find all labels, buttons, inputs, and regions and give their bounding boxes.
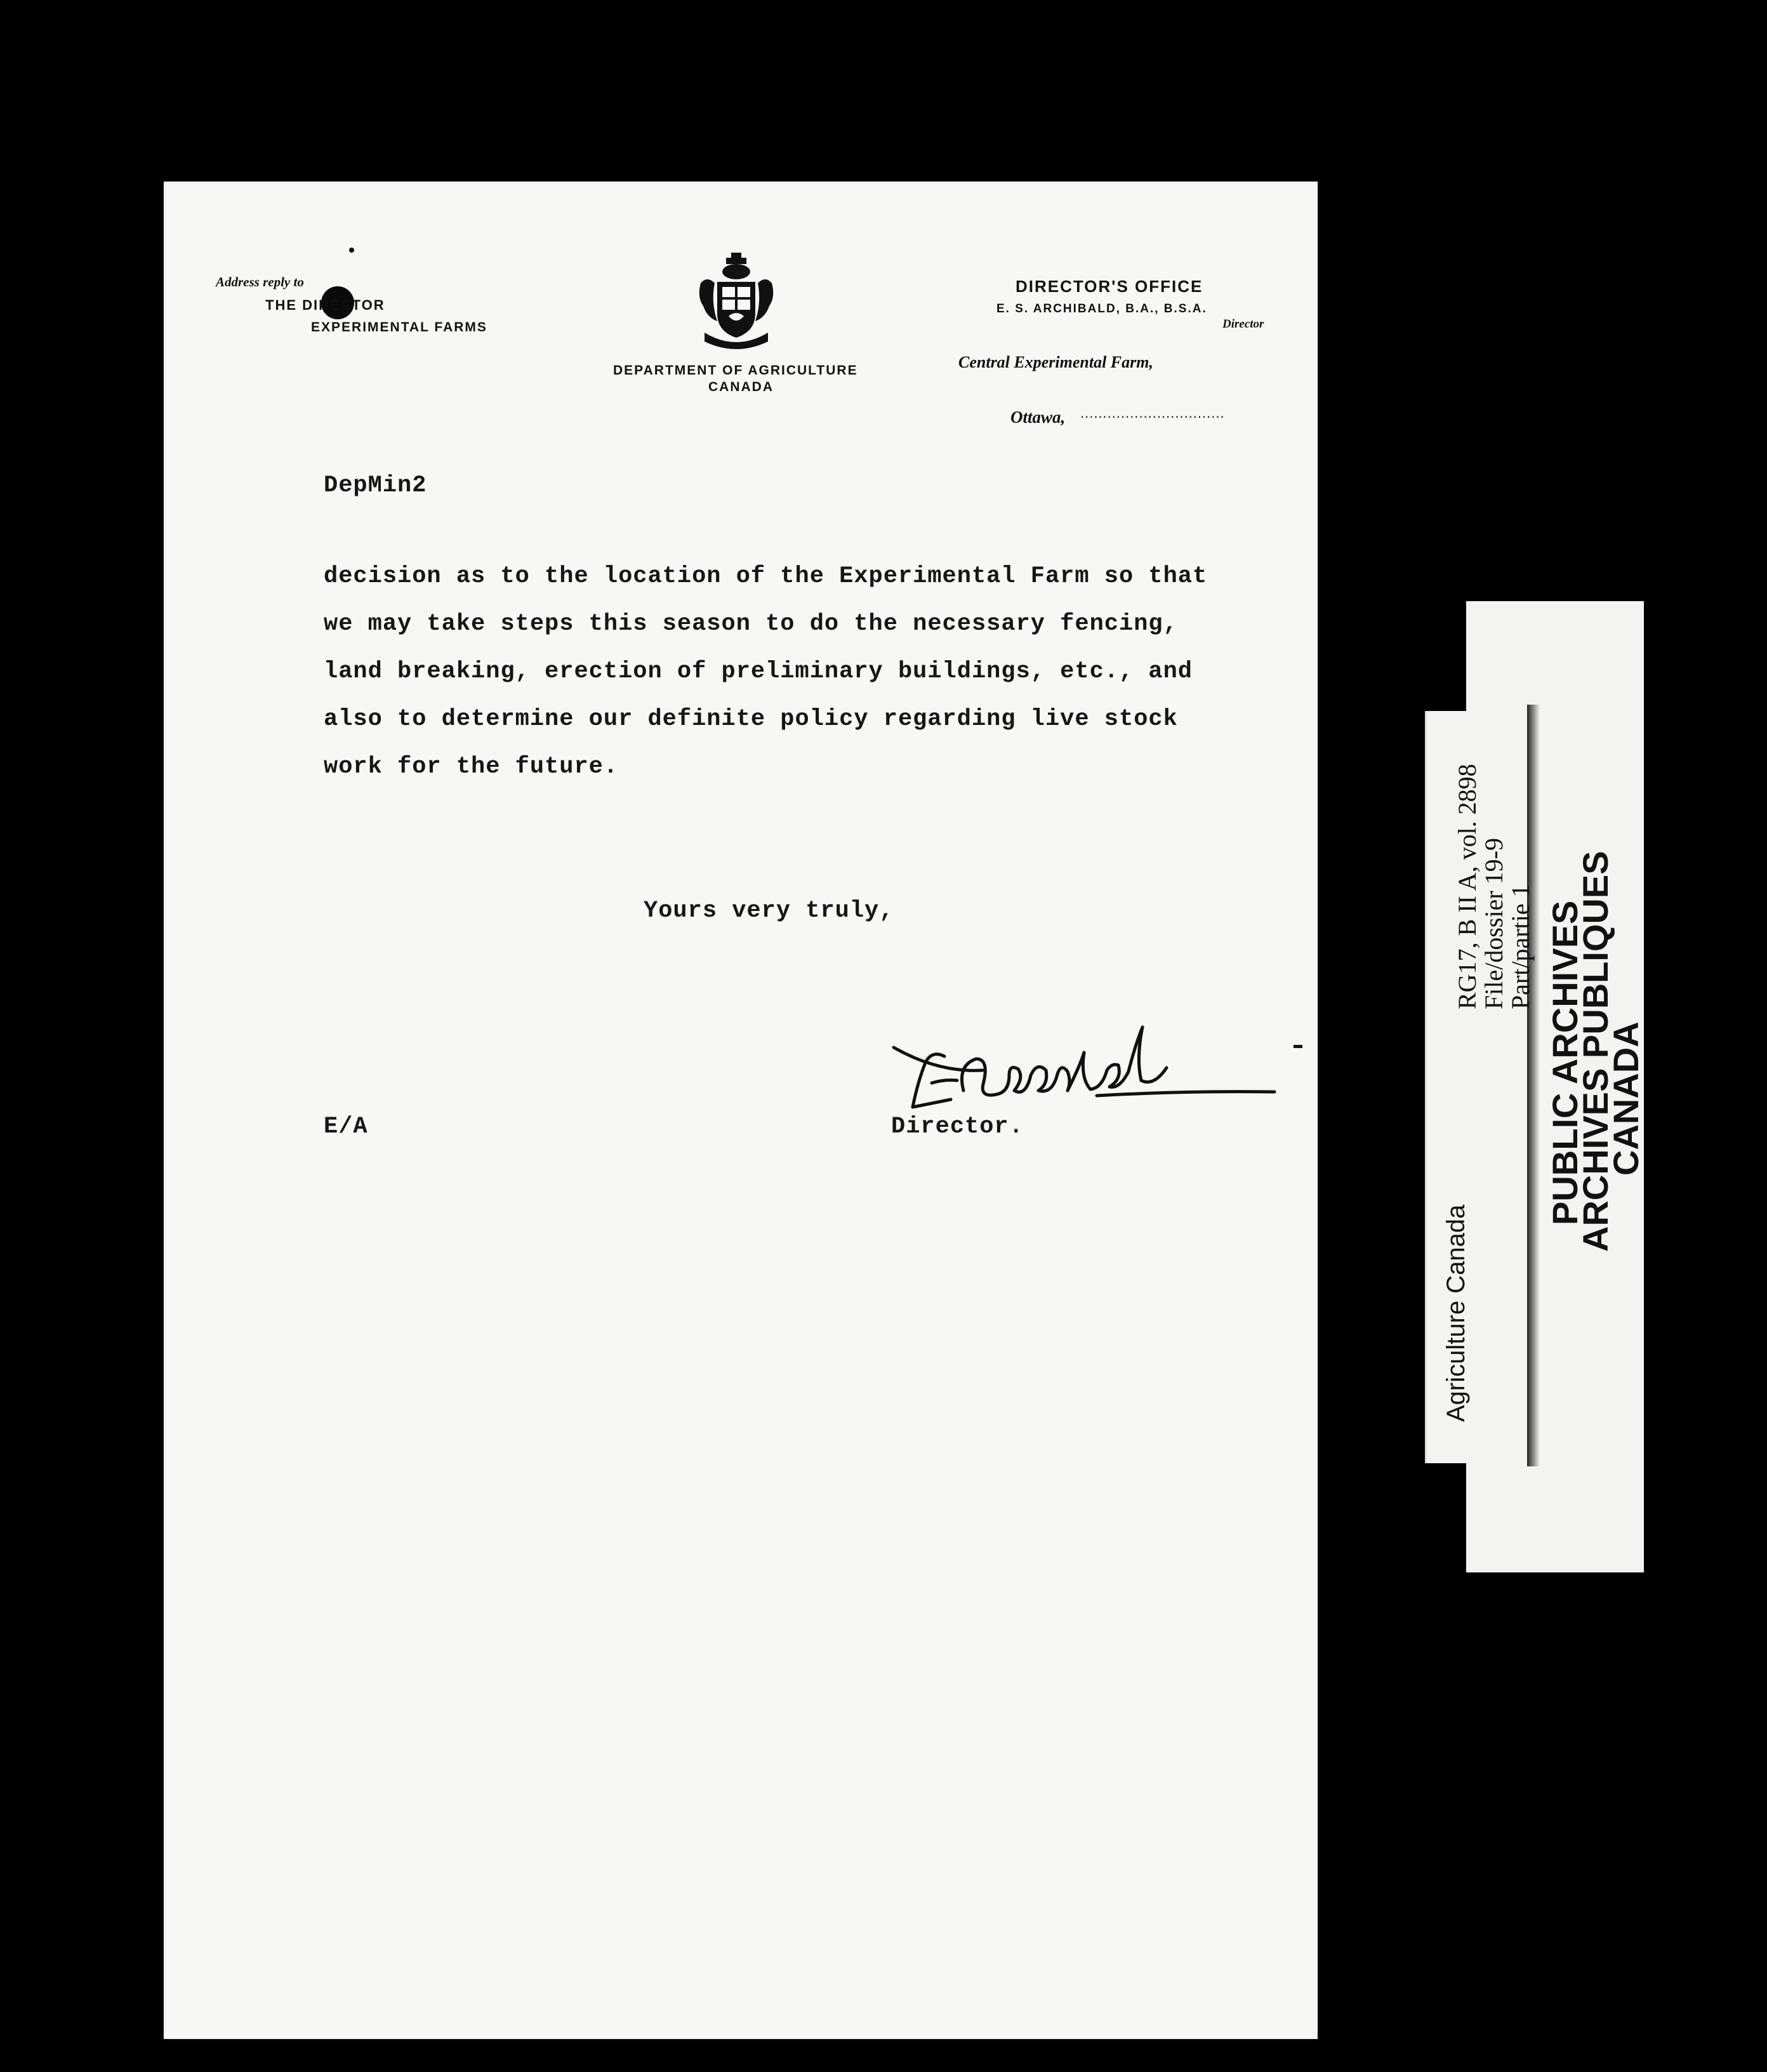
department-line1: DEPARTMENT OF AGRICULTURE	[613, 363, 858, 378]
archive-country: CANADA	[1606, 1021, 1646, 1176]
body-line: work for the future.	[324, 754, 619, 780]
date-field: ................................	[1080, 405, 1225, 421]
body-line: we may take steps this season to do the necessary fencing,	[324, 611, 1178, 637]
ink-speck	[349, 248, 354, 253]
body-line: also to determine our definite policy regarding live stock	[324, 706, 1178, 733]
closing-line: Yours very truly,	[644, 898, 894, 924]
coat-of-arms-icon	[692, 250, 781, 352]
office-title: DIRECTOR'S OFFICE	[1016, 277, 1203, 296]
farm-name: Central Experimental Farm,	[958, 353, 1153, 371]
body-line: decision as to the location of the Experimental Farm so that	[324, 563, 1208, 590]
archive-tab-shadow	[1527, 705, 1540, 1466]
archive-creator: Agriculture Canada	[1442, 1204, 1470, 1422]
typist-initials: E/A	[324, 1113, 368, 1140]
addressee-line1: THE DIRECTOR	[265, 297, 385, 313]
page-reference: DepMin2	[324, 472, 427, 499]
body-line: land breaking, erection of preliminary buildings, etc., and	[324, 658, 1193, 685]
archive-reference-line3: Part/partie 1	[1506, 884, 1535, 1009]
addressee-line2: EXPERIMENTAL FARMS	[311, 320, 487, 335]
letter-body	[324, 553, 1207, 791]
archive-name-french: ARCHIVES PUBLIQUES	[1575, 851, 1615, 1252]
handwritten-signature	[729, 1019, 1332, 1153]
department-line2: CANADA	[708, 380, 774, 394]
archive-name-english: PUBLIC ARCHIVES	[1545, 900, 1585, 1225]
archive-reference-line1: RG17, B II A, vol. 2898	[1453, 764, 1481, 1009]
director-role: Director	[1222, 317, 1264, 331]
director-name: E. S. ARCHIBALD, B.A., B.S.A.	[996, 302, 1207, 315]
city-name: Ottawa,	[1010, 408, 1066, 427]
archive-reference-line2: File/dossier 19-9	[1479, 838, 1508, 1009]
address-reply-label: Address reply to	[216, 274, 304, 289]
signatory-title: Director.	[891, 1113, 1024, 1140]
letter-page	[164, 182, 1318, 2039]
